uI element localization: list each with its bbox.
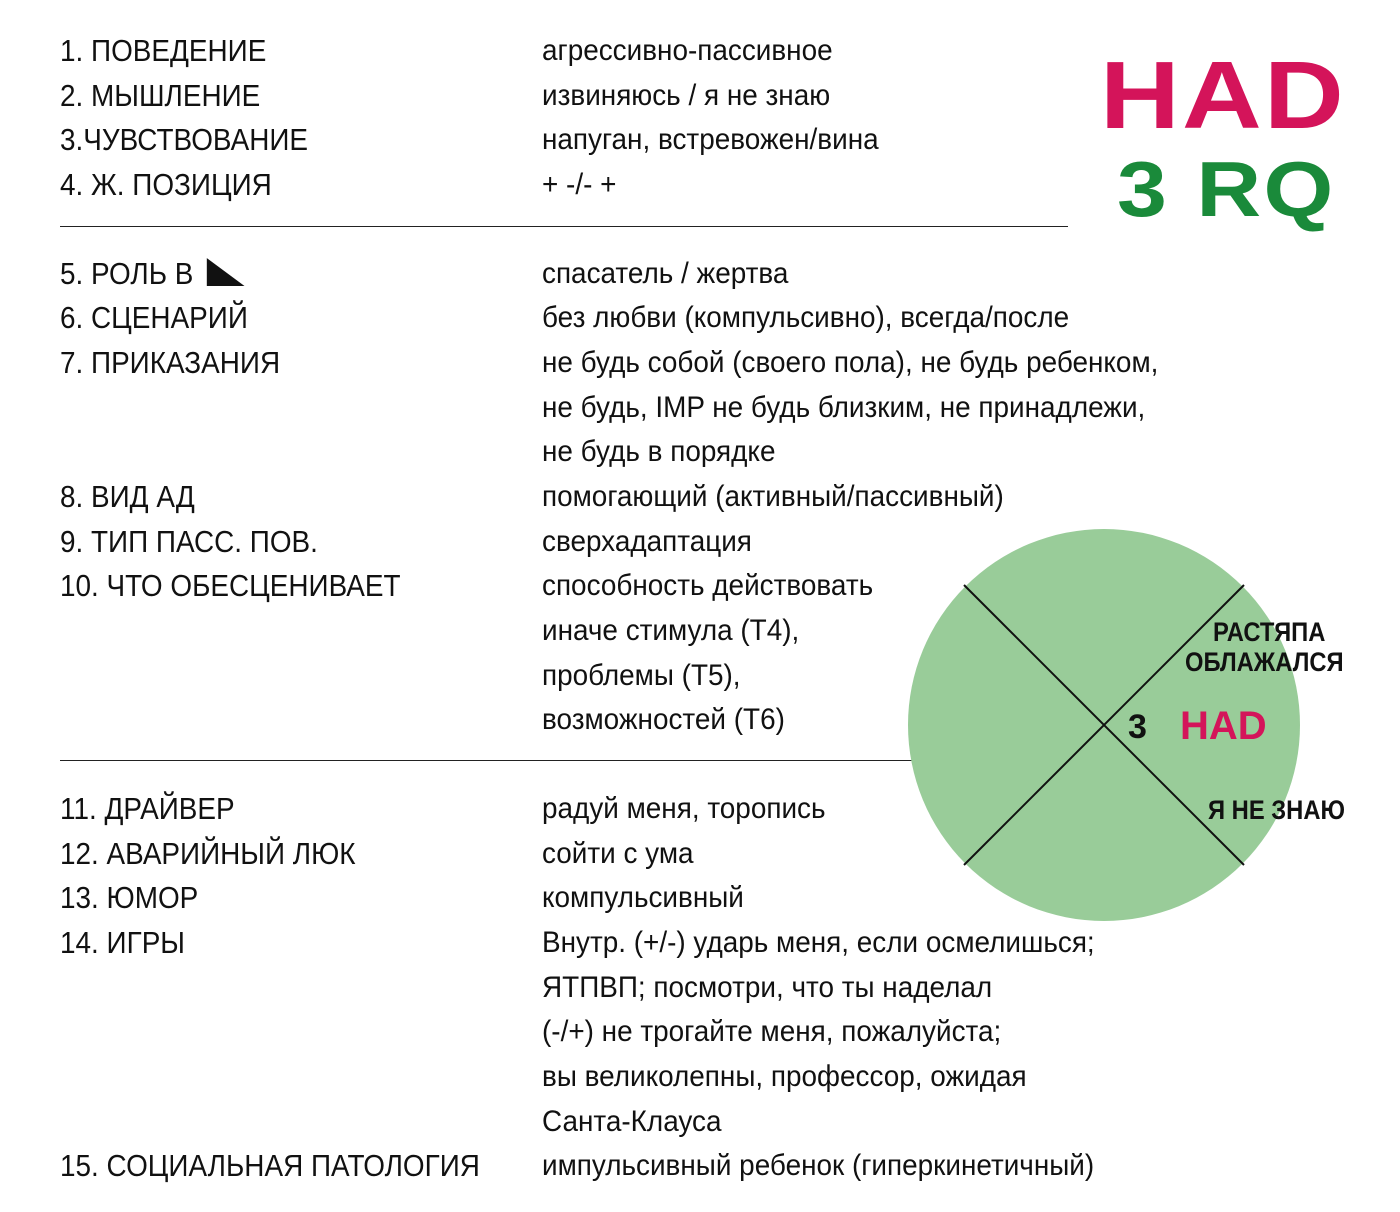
row-games — [0, 921, 1400, 965]
row-label: 8. ВИД АД — [60, 479, 195, 514]
row-label: 2. МЫШЛЕНИЕ — [60, 78, 261, 113]
row-injunctions-cont — [0, 430, 1400, 474]
row-value: импульсивный ребенок (гиперкинетичный) — [542, 1149, 1095, 1182]
row-label: 9. ТИП ПАСС. ПОВ. — [60, 524, 318, 559]
row-games-cont — [0, 1010, 1400, 1054]
row-label: 13. ЮМОР — [60, 880, 199, 915]
row-value: вы великолепны, профессор, ожидая — [542, 1060, 1027, 1093]
row-value: не будь собой (своего пола), не будь ребенком, — [542, 346, 1159, 379]
drama-triangle-icon — [207, 258, 245, 286]
row-value: Внутр. (+/-) ударь меня, если осмелишься; — [542, 926, 1095, 959]
quadrant-center-number: 3 — [1128, 708, 1147, 746]
row-value: способность действовать — [542, 569, 874, 602]
row-value: иначе стимула (Т4), — [542, 614, 800, 647]
row-value: компульсивный — [542, 881, 744, 914]
section-divider — [60, 760, 920, 761]
row-value: Санта-Клауса — [542, 1105, 722, 1138]
row-feeling — [0, 118, 1400, 162]
row-value: + -/- + — [542, 168, 617, 201]
role-label-text: 5. РОЛЬ В — [60, 256, 194, 291]
row-label: 4. Ж. ПОЗИЦИЯ — [60, 167, 272, 202]
row-injunctions — [0, 341, 1400, 385]
section-divider — [60, 226, 1068, 227]
row-label: 12. АВАРИЙНЫЙ ЛЮК — [60, 836, 356, 871]
row-games-cont — [0, 1100, 1400, 1144]
row-label: 3.ЧУВСТВОВАНИЕ — [60, 122, 309, 157]
row-value: ЯТПВП; посмотри, что ты наделал — [542, 971, 993, 1004]
row-value: (-/+) не трогайте меня, пожалуйста; — [542, 1015, 1002, 1048]
row-label: 11. ДРАЙВЕР — [60, 791, 235, 826]
row-value: радуй меня, торопись — [542, 792, 826, 825]
row-value: не будь в порядке — [542, 435, 776, 468]
row-life-position — [0, 163, 1400, 207]
row-behavior — [0, 29, 1400, 73]
row-value: без любви (компульсивно), всегда/после — [542, 301, 1070, 334]
row-label — [60, 252, 244, 296]
row-label: 6. СЦЕНАРИЙ — [60, 300, 248, 335]
row-value: агрессивно-пассивное — [542, 34, 833, 67]
row-role — [0, 252, 1400, 296]
row-value: спасатель / жертва — [542, 257, 789, 290]
row-thinking — [0, 74, 1400, 118]
row-value: сверхадаптация — [542, 525, 752, 558]
rq-subtitle: 3 RQ — [1117, 145, 1336, 233]
row-value: напуган, встревожен/вина — [542, 123, 879, 156]
had-title: HAD — [1100, 42, 1347, 149]
quadrant-label-bottom: Я НЕ ЗНАЮ — [1208, 795, 1345, 825]
row-games-cont — [0, 1055, 1400, 1099]
row-games-cont — [0, 966, 1400, 1010]
row-value: сойти с ума — [542, 837, 694, 870]
row-label: 1. ПОВЕДЕНИЕ — [60, 33, 267, 68]
row-label: 14. ИГРЫ — [60, 925, 186, 960]
row-label: 15. СОЦИАЛЬНАЯ ПАТОЛОГИЯ — [60, 1148, 480, 1183]
row-label: 10. ЧТО ОБЕСЦЕНИВАЕТ — [60, 568, 401, 603]
row-value: помогающий (активный/пассивный) — [542, 480, 1004, 513]
row-value: проблемы (Т5), — [542, 659, 741, 692]
row-ad-type — [0, 475, 1400, 519]
row-social-pathology — [0, 1144, 1400, 1188]
row-label: 7. ПРИКАЗАНИЯ — [60, 345, 281, 380]
quadrant-center-label: HAD — [1180, 704, 1267, 748]
row-scenario — [0, 296, 1400, 340]
quadrant-label-top-line2: ОБЛАЖАЛСЯ — [1185, 647, 1344, 677]
row-value: извиняюсь / я не знаю — [542, 79, 831, 112]
row-value: не будь, IMP не будь близким, не принадлежи, — [542, 391, 1146, 424]
row-injunctions-cont — [0, 386, 1400, 430]
row-value: возможностей (Т6) — [542, 703, 785, 736]
quadrant-label-top-line1: РАСТЯПА — [1213, 617, 1326, 647]
